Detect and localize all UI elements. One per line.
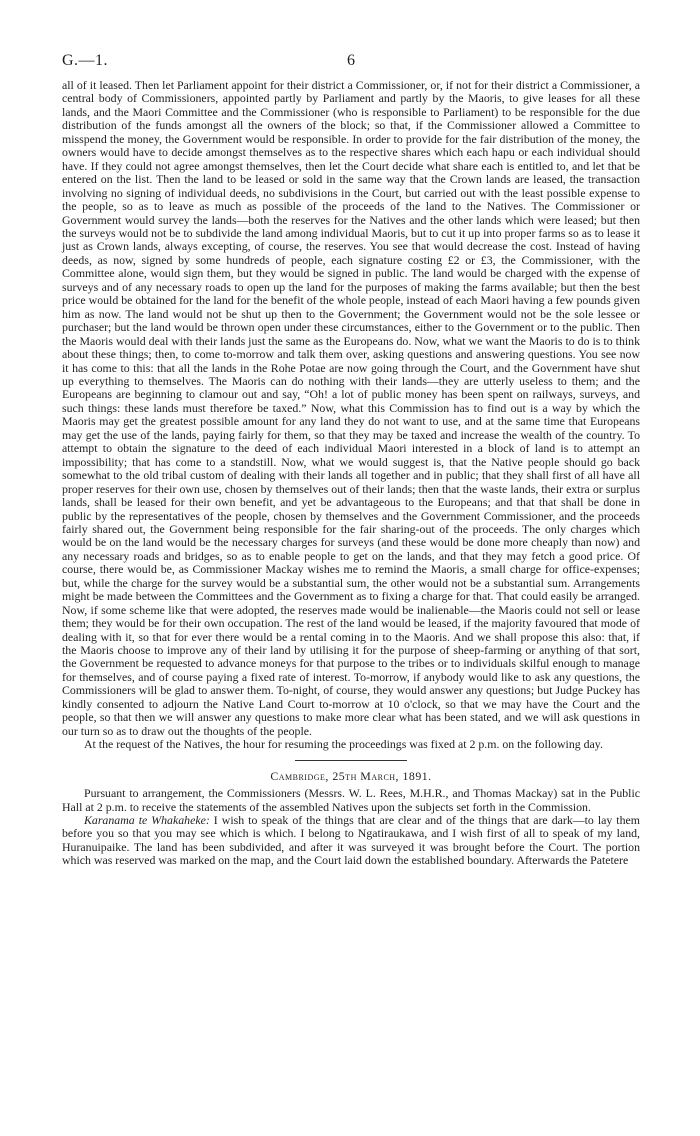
body-text [62,79,640,868]
speaker-statement-text: I wish to speak of the things that are clear and of the things that are dark—to lay them before you so that you may see which is which. I belong to Ngatiraukawa, and I wish first of all to speak of my land, Huranuipaike. The land has been subdivided, and after it was surveyed it was brought before the Court. The portion which was reserved was marked on the map, and the Court laid down the established boundary. Afterwards the Patetere [62,813,640,868]
document-reference: G.—1. [62,52,109,69]
page-header [62,52,640,72]
section-divider [295,760,407,761]
paragraph-speaker-statement [62,814,640,868]
paragraph-commissioner-proposal: all of it leased. Then let Parliament appoint for their district a Commissioner, or, if not for their district a Commissioner, a central body of Commissioners, appointed partly by Parliament and partly by the Maoris, to give leases for all these lands, and the Maori Committee and the Commissioner (who is responsible to Parliament) to be responsible for the due distribution of the funds amongst all the owners of the block; so that, if the Commissioner allowed a Committee to misspend the money, the Government would be responsible. In order to provide for the fair distribution of the money, the owners would have to decide amongst themselves as to the respective shares which each hapu or each individual should have. If they could not agree amongst themselves, then let the Court decide what share each is entitled to, and let that be entered on the list. Then the land to be leased or sold in the same way that the Crown lands are leased, the transaction involving no signing of individual deeds, no subdivisions in the Court, but carried out with the least possible expense to the people, so as to leave as much as possible of the proceeds of the land to the Natives. The Commissioner or Government would survey the lands—both the reserves for the Natives and the other lands which were leased; but then the surveys would not be to subdivide the land among individual Maoris, but to cut it up into proper farms so as to lease it just as Crown lands, always excepting, of course, the reserves. You see that would decrease the cost. Instead of having deeds, as now, signed by some hundreds of people, each signature costing £2 or £3, the Commissioner, with the Committee alone, would sign them, but they would be signed in public. The land would be charged with the expense of surveys and of any necessary roads to open up the land for the purposes of making the farms available; but then the best price would be obtained for the land for the benefit of the whole people, instead of each Maori having a few pounds given him as now. The land would not be shut up then to the Government; the Government would not be the sole lessee or purchaser; but the land would be thrown open under these circumstances, either to the Government or to the public. Then the Maoris would deal with their lands just the same as the Europeans do. Now, what we want the Maoris to do is to think about these things; then, to come to-morrow and talk them over, asking questions and answering questions. You see now it has come to this: that all the lands in the Rohe Potae are now going through the Court, and the Government have shut up everything to themselves. The Maoris can do nothing with their lands—they are utterly useless to them; and the Europeans are beginning to clamour out and say, “Oh! a lot of public money has been spent on railways, surveys, and such things: these lands must therefore be taxed.” Now, what this Commission has to find out is a way by which the Maoris may get the greatest possible amount for any land they do not want to use, and at the same time that Europeans may get the use of the lands, paying fairly for them, so that they may be taxed and increase the wealth of the country. To attempt to obtain the signature to the deed of each individual Maori interested in a block of land is to attempt an impossibility; that has come to a standstill. Now, what we would suggest is, that the Native people should go back somewhat to the old tribal custom of dealing with their lands all together and in public; that they shall first of all have all proper reserves for their own use, chosen by themselves out of their lands; then that the waste lands, their extra or surplus lands, shall be leased for their own benefit, and yet be advantageous to the Europeans; and that that shall be done in public by the representatives of the people, chosen by themselves and the Government Commissioner, and the proceeds fairly shared out, the Government being responsible for the fair sharing-out of the proceeds. The only charges which would be on the land would be the necessary charges for surveys (and these would be done more cheaply than now) and any necessary roads and bridges, so as to enable people to get on the lands, and that they may fetch a good price. Of course, there would be, as Commissioner Mackay wishes me to remind the Maoris, a small charge for office-expenses; but, while the charge for the survey would be a substantial sum, the other would not be a substantial sum. Arrangements might be made between the Committees and the Government as to fixing a charge for that. That could easily be arranged. Now, if some scheme like that were adopted, the reserves made would be inalienable—the Maoris could not sell or lease them; they would be for their own occupation. The rest of the land would be leased, if the majority favoured that mode of dealing with it, so that for ever there would be a rental coming in to the Maoris. And we shall propose this also: that, if the Maoris choose to improve any of their land by utilising it for the purpose of sheep-farming or anything of that sort, the Government be requested to advance moneys for that purpose to the tribes or to individuals skilful enough to manage for themselves, and of course paying a fixed rate of interest. To-morrow, if anybody would like to ask any questions, the Commissioners will be glad to answer them. To-night, of course, they would answer any questions; but Judge Puckey has kindly consented to adjourn the Native Land Court to-morrow at 10 o'clock, so that we may have the Court and the people, so that then we will answer any questions to make more clear what has been stated, and we will ask questions in our turn so as to draw out the thoughts of the people. [62,78,640,738]
page-number: 6 [347,52,355,69]
paragraph-proceedings-intro: Pursuant to arrangement, the Commissioners (Messrs. W. L. Rees, M.H.R., and Thomas Mackay) sat in the Public Hall at 2 p.m. to receive the statements of the assembled Natives upon the subjects set forth in the Commission. [62,786,640,814]
section-heading-text: Cambridge, 25th March, 1891. [270,768,432,783]
speaker-name: Karanama te Whakaheke: [84,813,210,828]
section-heading [62,770,640,783]
paragraph-adjournment: At the request of the Natives, the hour for resuming the proceedings was fixed at 2 p.m. on the following day. [84,737,603,752]
